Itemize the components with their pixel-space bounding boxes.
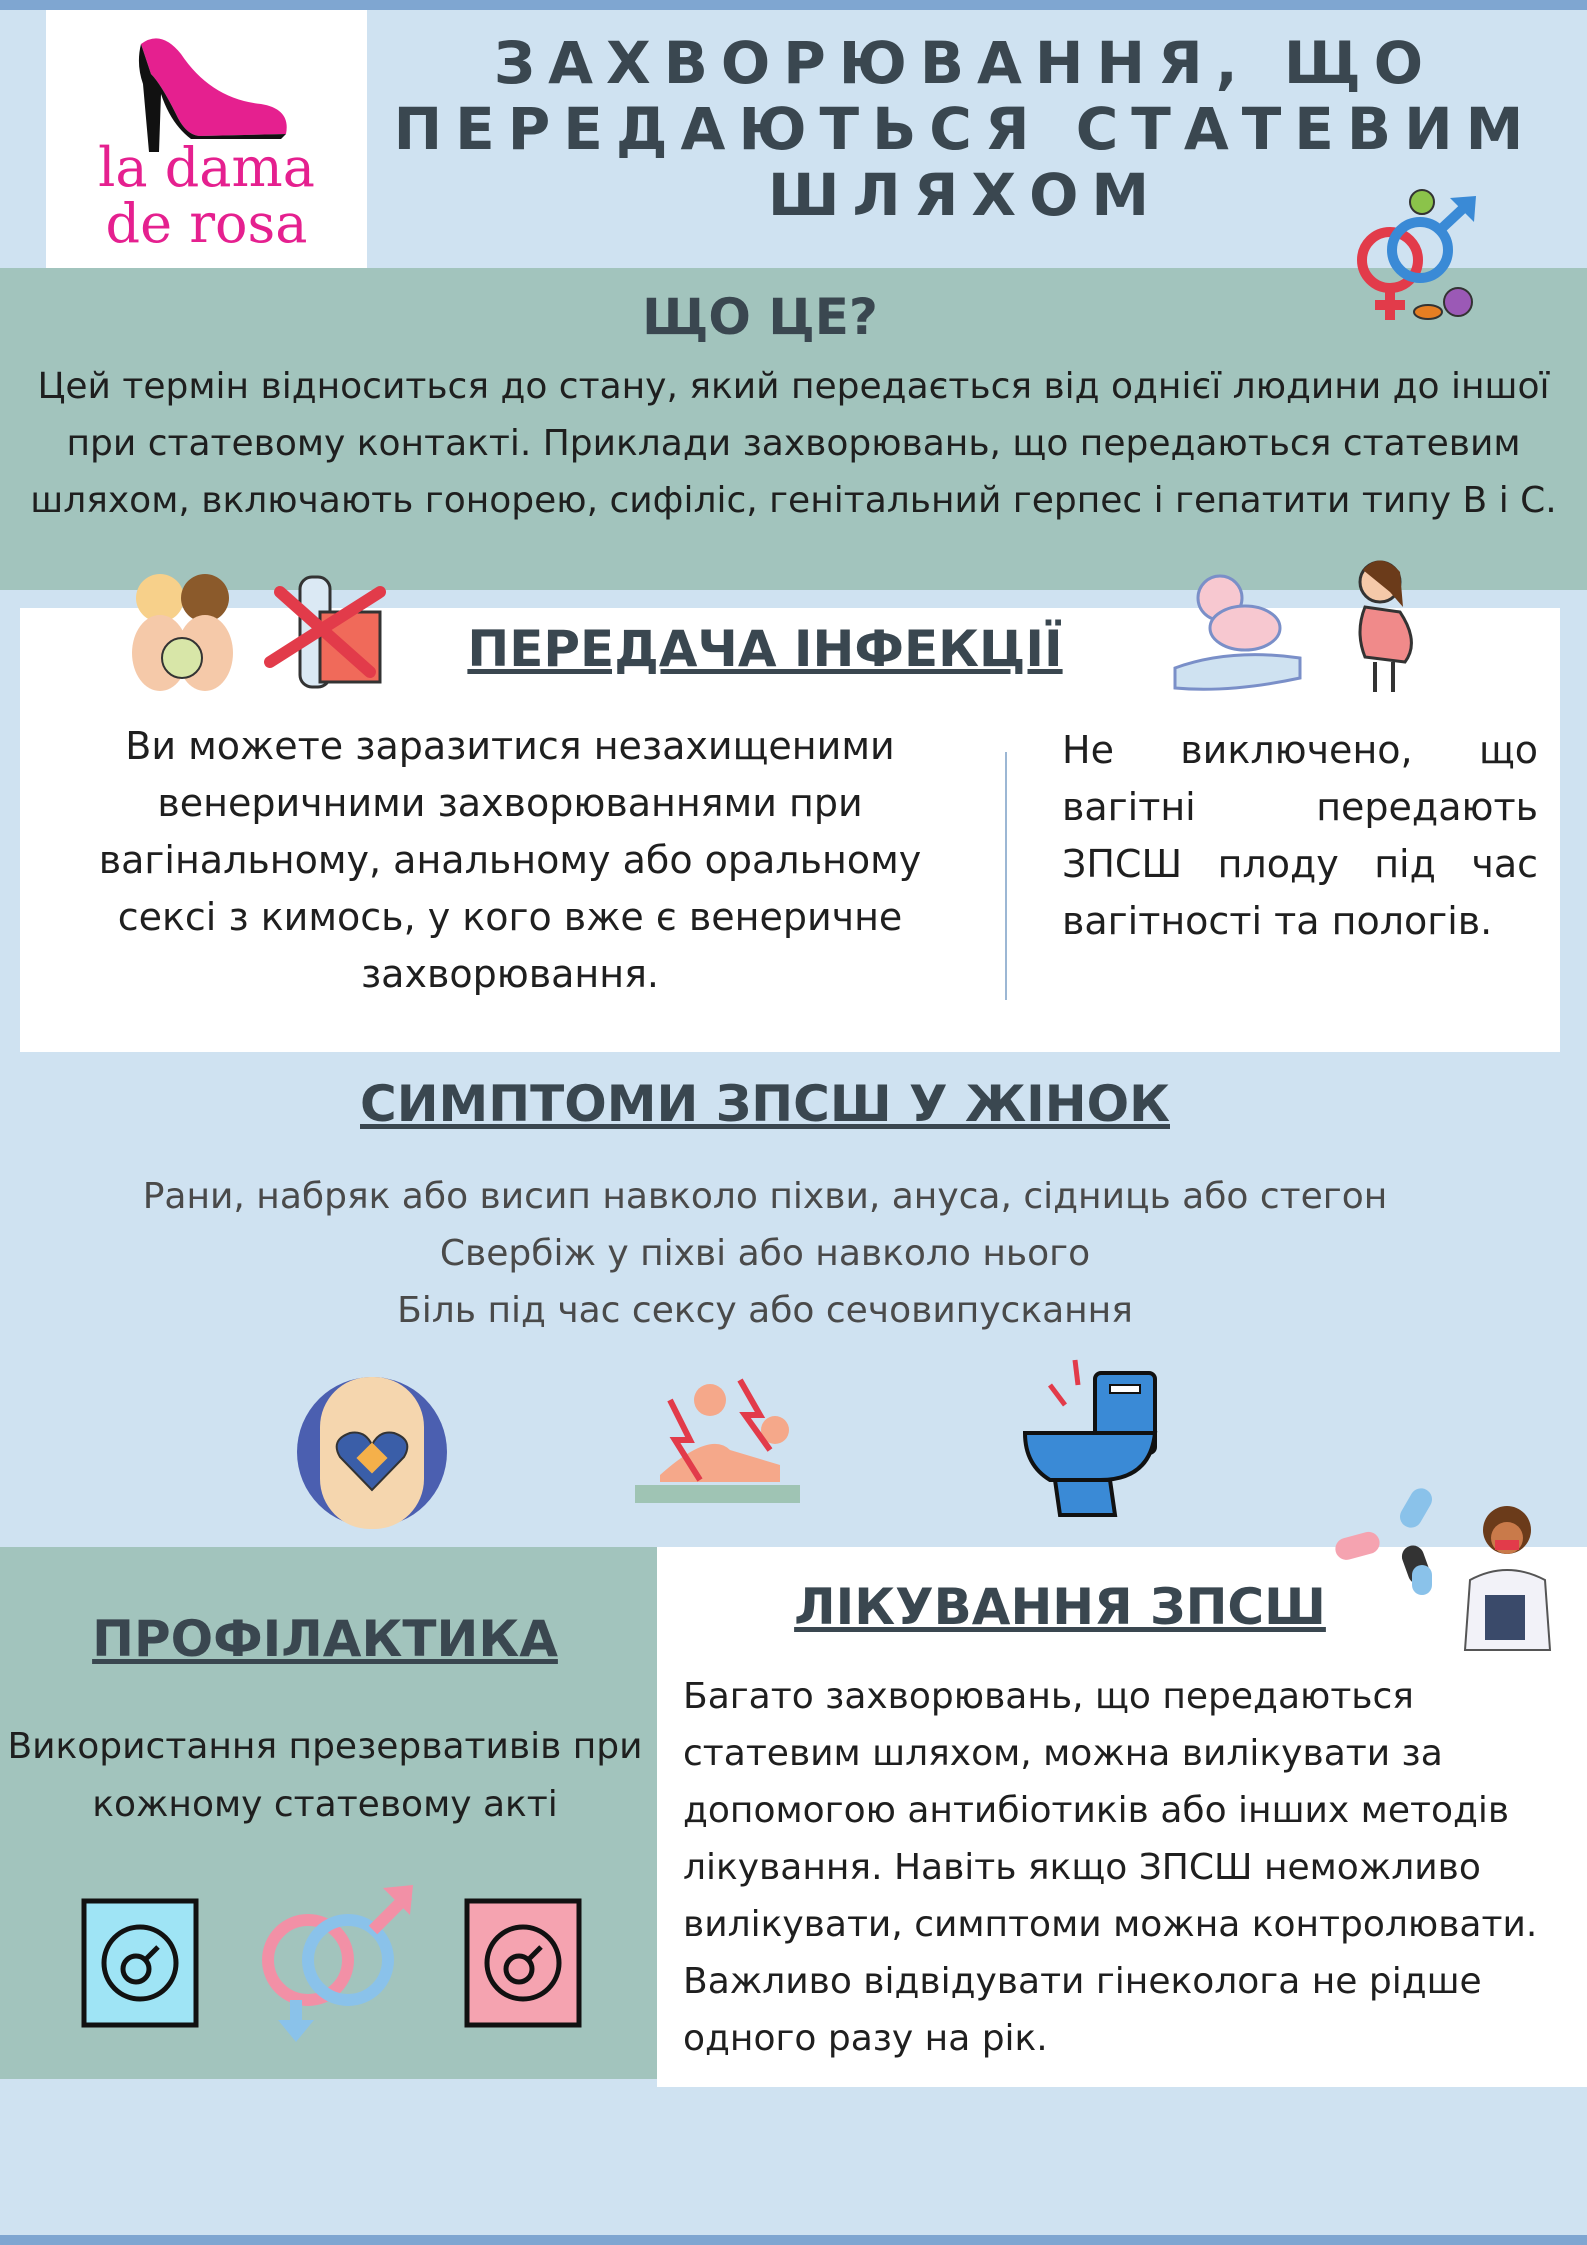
what-is-it-text: Цей термін відноситься до стану, який передається від однієї людини до іншої при статевому контакті. Приклади захворювань, що передаються статевим шляхом, включають гонорею, сифіліс, генітальний герпес і гепатити типу В і С.: [30, 366, 1557, 521]
title-line-3: ШЛЯХОМ: [767, 161, 1163, 229]
treatment-text: Багато захворювань, що передаються статевим шляхом, можна вилікувати за допомогою антибіотиків або інших методів лікування. Навіть якщо ЗПСШ неможливо вилікувати, симптоми можна контролювати. Важливо відвідувати гінеколога не рідше одного разу на рік.: [683, 1676, 1538, 2059]
title-line-1: ЗАХВОРЮВАННЯ, ЩО: [493, 29, 1437, 97]
title-line-2: ПЕРЕДАЮТЬСЯ СТАТЕВИМ: [393, 95, 1537, 163]
gender-symbols-pink-blue-icon: [248, 1880, 418, 2045]
top-border: [0, 0, 1587, 10]
condom-right-icon: [463, 1897, 583, 2029]
what-is-it-heading: ЩО ЦЕ?: [642, 288, 878, 346]
pregnant-woman-icon: [1335, 552, 1425, 697]
symptom-item: Біль під час сексу або сечовипускання: [397, 1290, 1133, 1331]
fetus-hand-icon: [1170, 558, 1310, 698]
transmission-heading: ПЕРЕДАЧА ІНФЕКЦІЇ: [467, 620, 1063, 678]
logo-line-1: la dama: [98, 136, 315, 199]
condom-left-icon: [80, 1897, 200, 2029]
couple-icon: [115, 558, 250, 693]
symptom-item: Рани, набряк або висип навколо піхви, ануса, сідниць або стегон: [142, 1176, 1388, 1217]
symptoms-heading: СИМПТОМИ ЗПСШ У ЖІНОК: [360, 1075, 1170, 1133]
prevention-heading: ПРОФІЛАКТИКА: [92, 1610, 558, 1668]
pain-sex-icon: [630, 1370, 805, 1520]
symptom-item: Свербіж у піхві або навколо нього: [439, 1233, 1091, 1274]
abdomen-heart-icon: [295, 1375, 450, 1530]
symptoms-list: [0, 1168, 1530, 1339]
treatment-heading: ЛІКУВАННЯ ЗПСШ: [794, 1578, 1326, 1636]
logo: [46, 10, 367, 268]
prevention-text: Використання презервативів при кожному статевому акті: [7, 1726, 643, 1825]
bottom-border: [0, 2235, 1587, 2245]
toilet-icon: [1020, 1355, 1170, 1520]
transmission-left-text: Ви можете заразитися незахищеними венеричними захворюваннями при вагінальному, анальному або оральному сексі з кимось, у кого вже є венеричне захворювання.: [98, 724, 922, 996]
no-condom-icon: [260, 552, 390, 692]
logo-line-2: de rosa: [105, 192, 308, 255]
transmission-right-text: Не виключено, що вагітні передають ЗПСШ плоду під час вагітності та пологів.: [1062, 728, 1538, 943]
doctor-icon: [1455, 1500, 1560, 1652]
divider: [1005, 752, 1007, 1000]
